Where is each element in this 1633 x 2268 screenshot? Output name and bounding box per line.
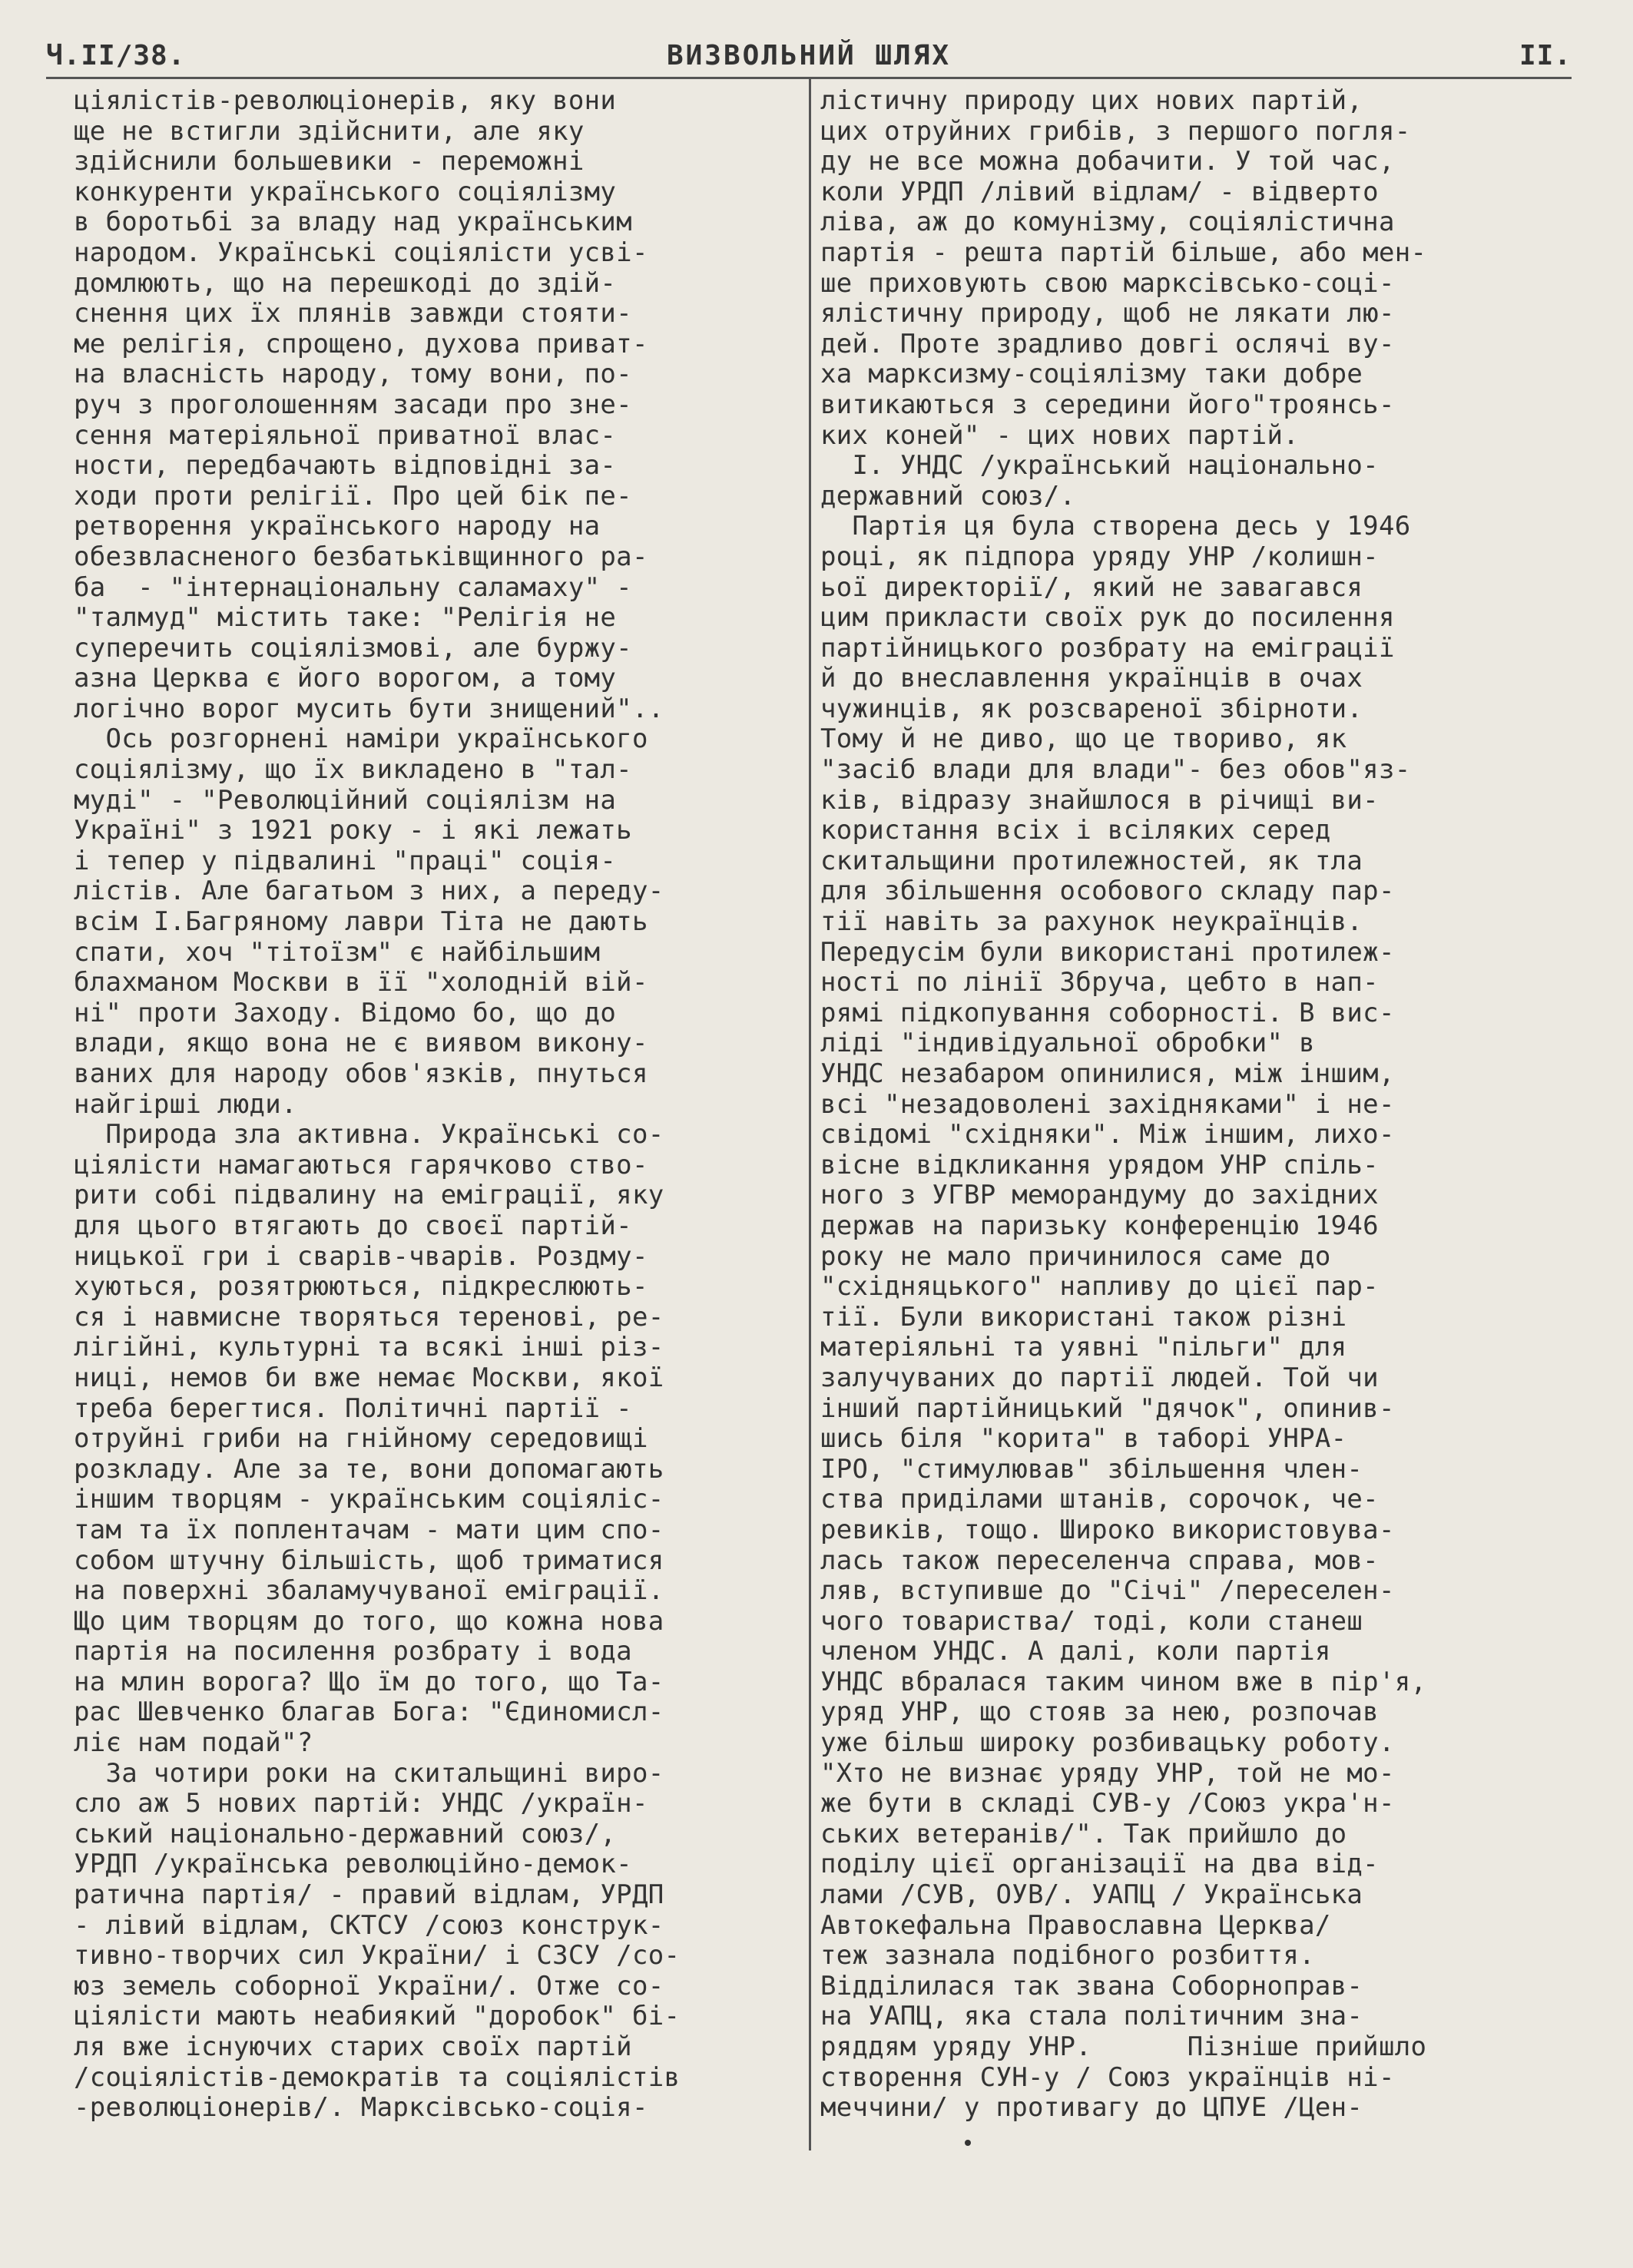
text-line: ьої директорії/, який не завагався bbox=[820, 571, 1363, 603]
text-line: й до внеславлення українців в очах bbox=[820, 663, 1363, 694]
text-line: створення СУН-у / Союз українців ні- bbox=[820, 2061, 1395, 2093]
text-line: ха марксизму-соціялізму таки добре bbox=[820, 359, 1363, 390]
text-line: влади, якщо вона не є виявом викону- bbox=[74, 1028, 648, 1059]
text-line: меччини/ у противагу до ЦПУЕ /Цен- bbox=[820, 2092, 1363, 2124]
page-header bbox=[46, 40, 1572, 75]
text-line: лістичну природу цих нових партій, bbox=[820, 85, 1363, 116]
text-line: рямі підкопування соборності. В вис- bbox=[820, 997, 1395, 1028]
text-line: всі "незадоволені західняками" і не- bbox=[820, 1088, 1395, 1120]
text-line: коли УРДП /лівий відлам/ - відверто bbox=[820, 176, 1379, 207]
text-line: Партія ця була створена десь у 1946 bbox=[820, 511, 1411, 542]
text-line: залучуваних до партії людей. Той чи bbox=[820, 1362, 1379, 1393]
text-line: І. УНДС /український національно- bbox=[820, 450, 1379, 482]
text-line: ства приділами штанів, сорочок, че- bbox=[820, 1484, 1379, 1515]
text-line: народом. Українські соціялісти усві- bbox=[74, 237, 648, 268]
text-line: Що цим творцям до того, що кожна нова bbox=[74, 1605, 664, 1637]
text-line: для збільшення особового складу пар- bbox=[820, 876, 1395, 907]
text-line: Природа зла активна. Українські со- bbox=[74, 1119, 664, 1151]
text-line: здійснили большевики - переможні bbox=[74, 146, 585, 177]
text-line: ретворення українського народу на bbox=[74, 511, 601, 542]
text-line: обезвласненого безбатьківщинного ра- bbox=[74, 541, 648, 572]
text-line: лігійні, культурні та всякі інші різ- bbox=[74, 1332, 664, 1363]
text-line: витикаються з середини його"троянсь- bbox=[820, 389, 1395, 420]
text-line: тії. Були використані також різні bbox=[820, 1301, 1347, 1333]
text-line: в боротьбі за владу над українським bbox=[74, 207, 632, 238]
text-line: -революціонерів/. Марксівсько-соція- bbox=[74, 2092, 648, 2124]
text-line: шись біля "корита" в таборі УНРА- bbox=[820, 1423, 1347, 1455]
text-line: ницької гри і сварів-чварів. Роздму- bbox=[74, 1240, 648, 1272]
text-line: матеріяльні та уявні "пільги" для bbox=[820, 1332, 1347, 1363]
text-line: для цього втягають до своєї партій- bbox=[74, 1210, 632, 1241]
text-line: ваних для народу обов'язків, пнуться bbox=[74, 1058, 648, 1089]
text-line: снення цих їх плянів завжди стояти- bbox=[74, 298, 632, 329]
text-line: партійницького розбрату на еміграції bbox=[820, 632, 1395, 664]
text-line: року не мало причинилося саме до bbox=[820, 1240, 1331, 1272]
text-line: чого товариства/ тоді, коли станеш bbox=[820, 1605, 1363, 1637]
text-line: юз земель соборної України/. Отже со- bbox=[74, 1970, 664, 2001]
text-line: ків, відразу знайшлося в річищі ви- bbox=[820, 784, 1379, 816]
text-line: там та їх поплентачам - мати цим спо- bbox=[74, 1514, 664, 1545]
text-line: ліді "індивідуальної обробки" в bbox=[820, 1028, 1315, 1059]
text-line: ности, передбачають відповідні за- bbox=[74, 450, 617, 482]
right-column bbox=[820, 86, 1426, 2124]
text-line: на млин ворога? Що їм до того, що Та- bbox=[74, 1666, 664, 1697]
text-line: лась також переселенча справа, мов- bbox=[820, 1545, 1379, 1576]
text-line: рас Шевченко благав Бога: "Єдиномисл- bbox=[74, 1697, 664, 1728]
text-line: ких коней" - цих нових партій. bbox=[820, 419, 1300, 451]
text-line: державний союз/. bbox=[820, 480, 1076, 512]
text-line: хуються, розятрюються, підкреслюють- bbox=[74, 1271, 648, 1303]
text-line: членом УНДС. А далі, коли партія bbox=[820, 1636, 1331, 1667]
text-line: чужинців, як розсвареної збірноти. bbox=[820, 693, 1363, 724]
text-line: тії навіть за рахунок неукраїнців. bbox=[820, 906, 1363, 938]
left-column bbox=[74, 86, 680, 2124]
text-line: соціялізму, що їх викладено в "тал- bbox=[74, 754, 632, 786]
text-line: лістів. Але багатьом з них, а переду- bbox=[74, 876, 664, 907]
text-line: партія - решта партій більше, або мен- bbox=[820, 237, 1427, 268]
text-line: /соціялістів-демократів та соціялістів bbox=[74, 2061, 681, 2093]
text-line: Автокефальна Православна Церква/ bbox=[820, 1909, 1331, 1941]
text-line: ліва, аж до комунізму, соціялістична bbox=[820, 207, 1395, 238]
text-line: ще не встигли здійснити, але яку bbox=[74, 115, 585, 147]
text-line: За чотири роки на скитальщині виро- bbox=[74, 1757, 664, 1789]
text-line: партія на посилення розбрату і вода bbox=[74, 1636, 632, 1667]
text-line: сло аж 5 нових партій: УНДС /україн- bbox=[74, 1788, 648, 1819]
text-line: році, як підпора уряду УНР /колишн- bbox=[820, 541, 1379, 572]
text-line: сення матеріяльної приватної влас- bbox=[74, 419, 617, 451]
text-line: іншим творцям - українським соціяліс- bbox=[74, 1484, 664, 1515]
text-line: на поверхні збаламучуваної еміграції. bbox=[74, 1575, 664, 1607]
text-line: ме релігія, спрощено, духова приват- bbox=[74, 328, 648, 359]
text-line: ходи проти релігії. Про цей бік пе- bbox=[74, 480, 632, 512]
text-line: ялістичну природу, щоб не лякати лю- bbox=[820, 298, 1395, 329]
issue-number: Ч.II/38. bbox=[46, 40, 186, 71]
text-line: ратична партія/ - правий відлам, УРДП bbox=[74, 1879, 664, 1911]
text-line: УНДС вбралася таким чином вже в пір'я, bbox=[820, 1666, 1427, 1697]
text-line: цих отруйних грибів, з першого погля- bbox=[820, 115, 1411, 147]
text-line: інший партійницький "дячок", опинив- bbox=[820, 1392, 1395, 1424]
text-line: уряд УНР, що стояв за нею, розпочав bbox=[820, 1697, 1379, 1728]
text-line: УРДП /українська революційно-демок- bbox=[74, 1849, 632, 1880]
text-line: користання всіх і всіляких серед bbox=[820, 815, 1331, 846]
text-line: всім І.Багряному лаври Тіта не дають bbox=[74, 906, 648, 938]
text-line: ліє нам подай"? bbox=[74, 1727, 313, 1759]
text-line: скитальщини протилежностей, як тла bbox=[820, 845, 1363, 876]
text-line: ряддям уряду УНР. Пізніше прийшло bbox=[820, 2031, 1427, 2062]
text-line: домлюють, що на перешкоді до здій- bbox=[74, 267, 617, 299]
footer-dot bbox=[965, 2140, 971, 2146]
text-line: ляв, вступивше до "Січі" /переселен- bbox=[820, 1575, 1395, 1607]
text-line: ських ветеранів/". Так прийшло до bbox=[820, 1818, 1347, 1849]
text-line: Відділилася так звана Соборноправ- bbox=[820, 1970, 1363, 2001]
text-line: рити собі підвалину на еміграції, яку bbox=[74, 1180, 664, 1211]
text-line: ціялістів-революціонерів, яку вони bbox=[74, 85, 617, 116]
text-line: ні" проти Заходу. Відомо бо, що до bbox=[74, 997, 617, 1028]
text-line: свідомі "східняки". Між іншим, лихо- bbox=[820, 1119, 1395, 1151]
text-line: спати, хоч "тітоїзм" є найбільшим bbox=[74, 936, 601, 968]
text-line: розкладу. Але за те, вони допомагають bbox=[74, 1453, 664, 1485]
text-line: ності по лінії Збруча, цебто в нап- bbox=[820, 967, 1379, 998]
text-line: на власність народу, тому вони, по- bbox=[74, 359, 632, 390]
text-line: логічно ворог мусить бути знищений".. bbox=[74, 693, 664, 724]
text-line: УНДС незабаром опинилися, між іншим, bbox=[820, 1058, 1395, 1089]
text-line: треба берегтися. Політичні партії - bbox=[74, 1392, 632, 1424]
text-line: ше приховують свою марксівсько-соці- bbox=[820, 267, 1395, 299]
text-line: ціялісти намагаються гарячково ство- bbox=[74, 1149, 648, 1180]
text-line: тивно-творчих сил України/ і СЗСУ /со- bbox=[74, 1940, 681, 1972]
text-line: Тому й не диво, що це творивo, як bbox=[820, 723, 1347, 755]
text-line: - лівий відлам, СКТСУ /союз конструк- bbox=[74, 1909, 664, 1941]
publication-title: ВИЗВОЛЬНИЙ ШЛЯХ bbox=[666, 40, 952, 71]
text-line: ІРО, "стимулював" збільшення член- bbox=[820, 1453, 1363, 1485]
text-line: поділу цієї організації на два від- bbox=[820, 1849, 1379, 1880]
text-line: суперечить соціялізмові, але буржу- bbox=[74, 632, 632, 664]
text-line: Передусім були використані протилеж- bbox=[820, 936, 1395, 968]
text-line: найгірші люди. bbox=[74, 1088, 297, 1120]
text-line: руч з проголошенням засади про зне- bbox=[74, 389, 632, 420]
text-line: же бути в складі СУВ-у /Союз укра'н- bbox=[820, 1788, 1395, 1819]
text-line: ся і навмисне творяться теренові, ре- bbox=[74, 1301, 664, 1333]
text-line: теж зазнала подібного розбиття. bbox=[820, 1940, 1315, 1972]
text-line: ба - "інтернаціональну саламаху" - bbox=[74, 571, 632, 603]
text-line: азна Церква є його ворогом, а тому bbox=[74, 663, 617, 694]
text-line: "східняцького" напливу до цієї пар- bbox=[820, 1271, 1379, 1303]
text-line: собом штучну більшість, щоб триматися bbox=[74, 1545, 664, 1576]
text-line: уже більш широку розбивацьку роботу. bbox=[820, 1727, 1395, 1759]
column-divider bbox=[809, 77, 811, 2150]
text-line: вісне відкликання урядом УНР спіль- bbox=[820, 1149, 1379, 1180]
text-line: ський національно-державний союз/, bbox=[74, 1818, 617, 1849]
text-line: "талмуд" містить таке: "Релігія не bbox=[74, 602, 617, 634]
text-line: цим прикласти своїх рук до посилення bbox=[820, 602, 1395, 634]
text-line: Ось розгорнені наміри українського bbox=[74, 723, 648, 755]
text-line: муді" - "Революційний соціялізм на bbox=[74, 784, 617, 816]
page-number: II. bbox=[1519, 40, 1572, 71]
text-line: лами /СУВ, ОУВ/. УАПЦ / Українська bbox=[820, 1879, 1363, 1911]
text-line: ревиків, тощо. Широко використовува- bbox=[820, 1514, 1395, 1545]
text-line: "засіб влади для влади"- без обов"яз- bbox=[820, 754, 1411, 786]
text-line: ціялісти мають неабиякий "доробок" бі- bbox=[74, 2001, 681, 2032]
text-line: Україні" з 1921 року - і які лежать bbox=[74, 815, 632, 846]
text-line: на УАПЦ, яка стала політичним зна- bbox=[820, 2001, 1363, 2032]
text-line: ля вже існуючих старих своїх партій bbox=[74, 2031, 632, 2062]
text-line: і тепер у підвалині "праці" соція- bbox=[74, 845, 617, 876]
text-line: отруйні гриби на гнійному середовищі bbox=[74, 1423, 648, 1455]
text-line: ного з УГВР меморандуму до західних bbox=[820, 1180, 1379, 1211]
text-line: дей. Проте зрадливо довгі ослячі ву- bbox=[820, 328, 1395, 359]
text-line: ду не все можна добачити. У той час, bbox=[820, 146, 1395, 177]
text-line: держав на паризьку конференцію 1946 bbox=[820, 1210, 1379, 1241]
text-line: ниці, немов би вже немає Москви, якої bbox=[74, 1362, 664, 1393]
text-line: блахманом Москви в її "холодній вій- bbox=[74, 967, 648, 998]
text-line: "Хто не визнає уряду УНР, той не мо- bbox=[820, 1757, 1395, 1789]
text-line: конкуренти українського соціялізму bbox=[74, 176, 617, 207]
